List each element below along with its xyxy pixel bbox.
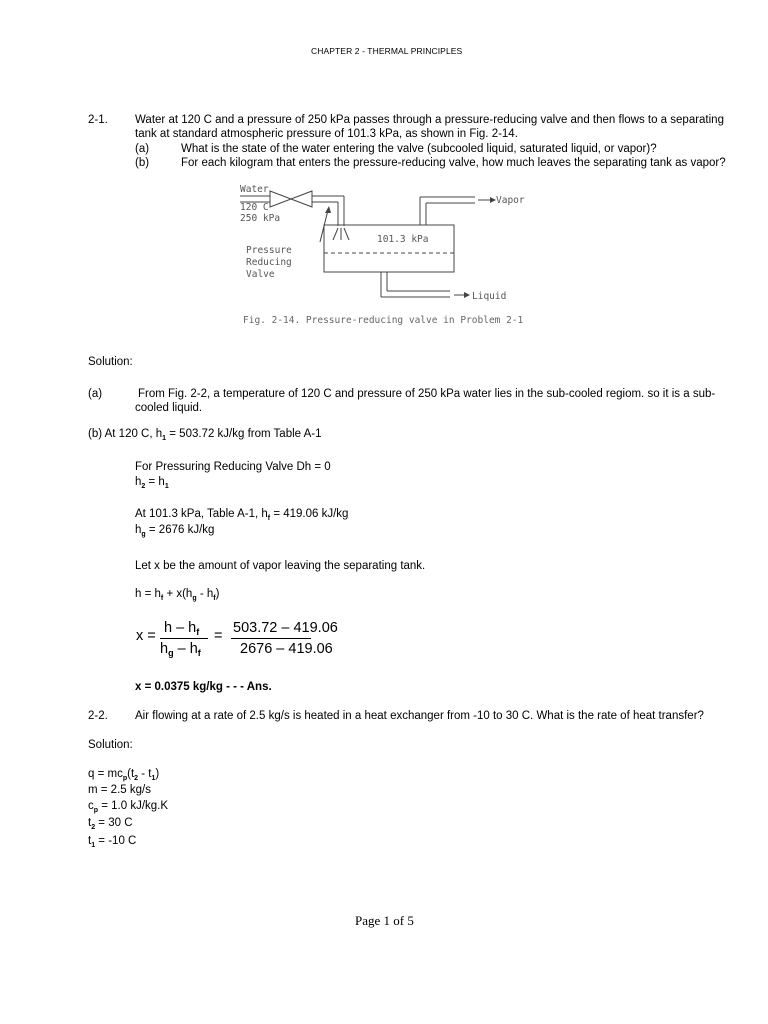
fraction-2-numerator: 503.72 – 419.06 [233, 620, 338, 636]
problem-2-2-number: 2-2. [88, 710, 108, 722]
problem-2-1-line2: tank at standard atmospheric pressure of 101.3 kPa, as shown in Fig. 2-14. [135, 128, 518, 140]
fraction-1-bar [160, 638, 208, 639]
figure-label-tank-pressure: 101.3 kPa [377, 234, 429, 245]
page-header: CHAPTER 2 - THERMAL PRINCIPLES [311, 46, 463, 56]
t1-line: $t_1 = -10$ C [88, 835, 137, 849]
fraction-2-bar [231, 638, 311, 639]
figure-label-valve-1: Pressure [246, 245, 292, 256]
fraction-1-denominator: $h_g - h_f$ [160, 641, 201, 658]
problem-2-2-text: Air flowing at a rate of 2.5 kg/s is heated in a heat exchanger from -10 to 30 C. What is the rate of heat transfer? [135, 710, 704, 722]
problem-2-1-b-text: For each kilogram that enters the pressure-reducing valve, how much leaves the separating tank as vapor? [181, 157, 726, 169]
figure-label-water: Water [240, 184, 269, 195]
page-number: Page 1 of 5 [355, 913, 414, 928]
fraction-2-denominator: 2676 – 419.06 [240, 641, 333, 657]
problem-2-1-line1: Water at 120 C and a pressure of 250 kPa passes through a pressure-reducing valve and then flows to a separating [135, 114, 724, 126]
figure-label-liquid: Liquid [472, 291, 507, 302]
valve-enthalpy-line: For Pressuring Reducing Valve Dh = 0 [135, 461, 331, 473]
figure-label-valve-2: Reducing [246, 257, 292, 268]
hg-line: $h_g = 2676$ kJ/kg [135, 524, 215, 538]
h2-equals-h1: $h_2 = h_1$ [135, 476, 169, 490]
problem-2-1-b-label: (b) [135, 157, 150, 169]
heat-rate-equation: $q = mc_p(t_2 - t_1)$ [88, 768, 160, 782]
figure-label-temp: 120 C [240, 202, 269, 213]
fraction-1-numerator: h – $h_f$ [164, 620, 200, 637]
solution-1-a-label: (a) [88, 388, 103, 400]
t2-line: $t_2 = 30$ C [88, 817, 133, 831]
fraction-x-label: x = [136, 628, 156, 644]
figure-label-valve-3: Valve [246, 269, 275, 280]
cp-line: $c_p = 1.0$ kJ/kg.K [88, 800, 169, 814]
valve-pointer-arrowhead [325, 206, 331, 213]
solution-1-a-line2: cooled liquid. [135, 402, 203, 414]
problem-2-1-a-label: (a) [135, 143, 150, 155]
figure-label-vapor: Vapor [496, 195, 525, 206]
solution-1-a-line1: From Fig. 2-2, a temperature of 120 C and pressure of 250 kPa water lies in the sub-cooled regiom. so it is a sub- [138, 388, 716, 400]
solution-1-heading: Solution: [88, 356, 133, 368]
solution-1-b-line: (b) At 120 C, $h_1 = 503.72$ kJ/kg from Table A-1 [88, 428, 322, 442]
problem-2-1-a-text: What is the state of the water entering the valve (subcooled liquid, saturated liquid, or vapor)? [181, 143, 657, 155]
separating-tank [324, 225, 454, 272]
liquid-arrowhead [464, 292, 470, 298]
valve-symbol [270, 191, 312, 207]
fraction-equals: = [214, 628, 223, 644]
let-x-line: Let x be the amount of vapor leaving the separating tank. [135, 560, 426, 572]
hf-line: At 101.3 kPa, Table A-1, $h_f = 419.06$ kJ/kg [135, 508, 349, 522]
enthalpy-equation: $h = h_f + x(h_g - h_f)$ [135, 588, 220, 602]
solution-2-heading: Solution: [88, 739, 133, 751]
answer-line: x = 0.0375 kg/kg - - - Ans. [135, 681, 272, 693]
problem-2-1-number: 2-1. [88, 114, 108, 126]
figure-caption: Fig. 2-14. Pressure-reducing valve in Problem 2-1 [243, 315, 524, 326]
figure-label-pressure: 250 kPa [240, 213, 281, 224]
mass-flow-line: m = 2.5 kg/s [88, 784, 151, 796]
